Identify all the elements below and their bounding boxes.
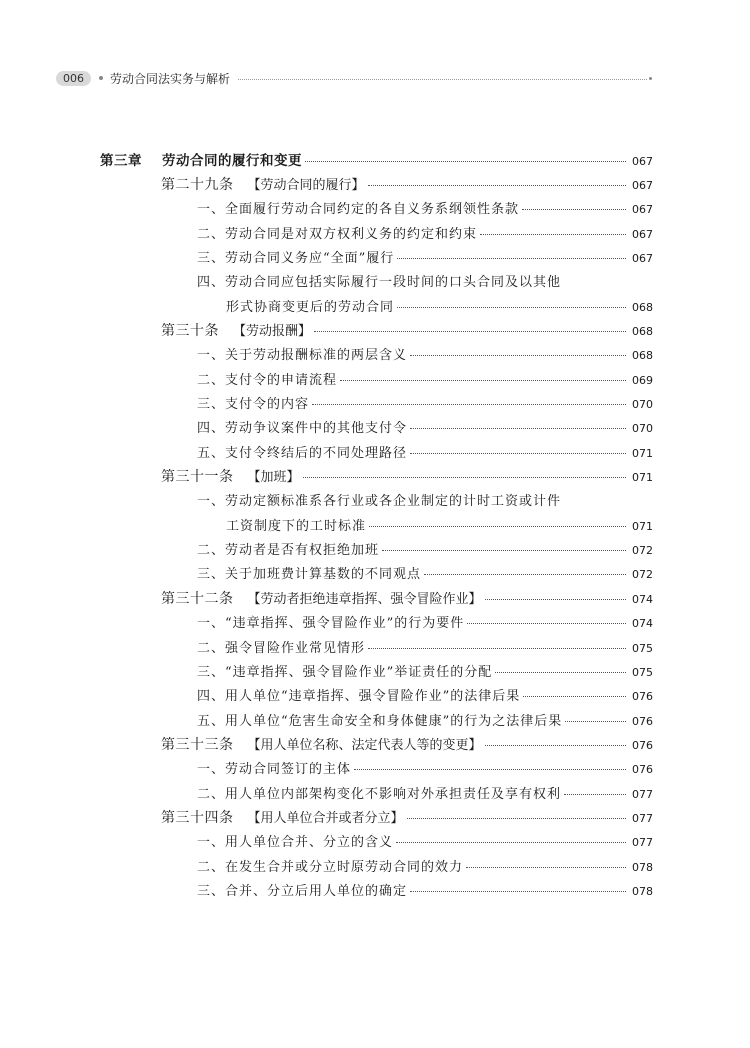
toc-section[interactable] bbox=[197, 417, 652, 436]
dot-leader bbox=[480, 234, 626, 235]
article-number: 第三十二条 bbox=[161, 590, 234, 607]
page-ref: 068 bbox=[632, 349, 653, 363]
article-heading bbox=[161, 588, 482, 608]
toc-section[interactable] bbox=[226, 296, 652, 315]
article-number: 第三十一条 bbox=[161, 469, 234, 486]
dot-leader bbox=[410, 428, 626, 429]
article-heading bbox=[161, 807, 404, 827]
article-number: 第三十四条 bbox=[161, 809, 234, 826]
toc-article[interactable] bbox=[161, 466, 652, 486]
section-title: 一、用人单位合并、分立的含义 bbox=[197, 835, 394, 851]
dot-leader bbox=[340, 380, 626, 381]
dot-leader bbox=[523, 696, 626, 697]
section-title: 四、用人单位“违章指挥、强令冒险作业”的法律后果 bbox=[197, 689, 521, 705]
page-ref: 068 bbox=[632, 300, 653, 314]
section-title: 二、劳动合同是对双方权利义务的约定和约束 bbox=[197, 226, 478, 242]
dot-leader bbox=[382, 550, 626, 551]
dot-leader bbox=[410, 891, 626, 892]
section-title: 三、合并、分立后用人单位的确定 bbox=[197, 884, 408, 899]
toc-section[interactable] bbox=[197, 637, 652, 656]
page-ref: 076 bbox=[632, 714, 653, 728]
article-title: 【用人单位名称、法定代表人等的变更】 bbox=[247, 737, 482, 753]
toc-section[interactable] bbox=[226, 515, 652, 534]
article-heading bbox=[161, 174, 365, 194]
toc-section[interactable] bbox=[197, 661, 652, 680]
page-ref: 077 bbox=[632, 836, 653, 850]
dot-leader bbox=[522, 209, 626, 210]
dot-leader bbox=[495, 672, 626, 673]
article-title: 【劳动合同的履行】 bbox=[247, 177, 365, 193]
dot-leader bbox=[407, 818, 626, 819]
chapter-title: 劳动合同的履行和变更 bbox=[162, 153, 302, 169]
toc-section[interactable] bbox=[197, 247, 652, 266]
dot-leader bbox=[368, 185, 626, 186]
toc-section[interactable] bbox=[197, 223, 652, 242]
toc-section[interactable] bbox=[197, 563, 652, 582]
section-title: 二、劳动者是否有权拒绝加班 bbox=[197, 543, 380, 559]
dot-leader bbox=[467, 623, 626, 624]
page-ref: 071 bbox=[632, 471, 653, 485]
dot-leader bbox=[314, 331, 626, 332]
toc-section-line: 四、劳动合同应包括实际履行一段时间的口头合同及以其他 bbox=[197, 275, 562, 291]
page-ref: 078 bbox=[632, 885, 653, 898]
page-ref: 067 bbox=[632, 227, 653, 241]
page-ref: 071 bbox=[632, 446, 653, 460]
article-number: 第二十九条 bbox=[161, 176, 234, 193]
section-title: 一、关于劳动报酬标准的两层含义 bbox=[197, 348, 408, 364]
toc-section[interactable] bbox=[197, 856, 652, 875]
toc-article[interactable] bbox=[161, 320, 652, 340]
toc-article[interactable] bbox=[161, 174, 652, 194]
article-number: 第三十条 bbox=[161, 322, 219, 339]
toc-chapter[interactable] bbox=[100, 149, 652, 169]
section-title: 二、用人单位内部架构变化不影响对外承担责任及享有权利 bbox=[197, 786, 562, 802]
section-title: 工资制度下的工时标准 bbox=[226, 518, 367, 534]
dot-leader bbox=[565, 721, 626, 722]
article-heading bbox=[161, 320, 311, 340]
section-title: 三、支付令的内容 bbox=[197, 397, 310, 412]
section-title: 二、支付令的申请流程 bbox=[197, 372, 338, 388]
page-ref: 068 bbox=[632, 324, 653, 338]
page-ref: 076 bbox=[632, 690, 653, 704]
section-title: 一、“违章指挥、强令冒险作业”的行为要件 bbox=[197, 616, 465, 632]
dot-leader bbox=[397, 258, 626, 259]
toc-section[interactable] bbox=[197, 539, 652, 558]
dot-leader bbox=[303, 477, 626, 478]
dot-leader bbox=[485, 745, 626, 746]
page-ref: 077 bbox=[632, 787, 653, 801]
dot-leader bbox=[466, 867, 626, 868]
page-ref: 072 bbox=[632, 568, 653, 582]
page-ref: 075 bbox=[632, 665, 653, 679]
page-ref: 071 bbox=[632, 519, 653, 533]
toc-section[interactable] bbox=[197, 393, 652, 412]
toc-section[interactable] bbox=[197, 369, 652, 388]
page-ref: 074 bbox=[632, 592, 653, 606]
toc-section[interactable] bbox=[197, 344, 652, 363]
page-ref: 067 bbox=[632, 203, 653, 217]
section-title: 四、劳动争议案件中的其他支付令 bbox=[197, 421, 408, 437]
toc-section[interactable] bbox=[197, 758, 652, 777]
page-ref: 076 bbox=[632, 763, 653, 777]
page-ref: 075 bbox=[632, 641, 653, 655]
dot-leader bbox=[305, 161, 626, 162]
book-title: 劳动合同法实务与解析 bbox=[110, 71, 231, 86]
article-title: 【加班】 bbox=[247, 470, 300, 486]
section-title: 二、强令冒险作业常见情形 bbox=[197, 640, 366, 656]
page-ref: 067 bbox=[632, 251, 653, 265]
dot-leader bbox=[564, 794, 626, 795]
article-number: 第三十三条 bbox=[161, 736, 234, 753]
dot-leader bbox=[354, 769, 626, 770]
article-title: 【用人单位合并或者分立】 bbox=[247, 810, 404, 826]
dot-leader bbox=[369, 526, 626, 527]
dot-leader bbox=[396, 842, 626, 843]
section-title: 一、劳动合同签订的主体 bbox=[197, 762, 352, 778]
page-ref: 070 bbox=[632, 422, 653, 436]
page-ref: 072 bbox=[632, 544, 653, 558]
dot-leader bbox=[368, 648, 626, 649]
section-title: 一、全面履行劳动合同约定的各自义务系纲领性条款 bbox=[197, 202, 520, 218]
article-heading bbox=[161, 734, 482, 754]
page-ref: 069 bbox=[632, 373, 653, 387]
page-ref: 074 bbox=[632, 617, 653, 631]
page-ref: 076 bbox=[632, 738, 653, 752]
section-title: 形式协商变更后的劳动合同 bbox=[226, 299, 395, 315]
toc-article[interactable] bbox=[161, 734, 652, 754]
section-title: 三、劳动合同义务应“全面”履行 bbox=[197, 250, 395, 266]
page-ref: 067 bbox=[632, 155, 653, 168]
toc-section[interactable] bbox=[197, 710, 652, 729]
page-ref: 078 bbox=[632, 860, 653, 874]
page-ref: 067 bbox=[632, 178, 653, 192]
dot-leader bbox=[397, 307, 626, 308]
dot-leader bbox=[410, 355, 626, 356]
section-title: 五、用人单位“危害生命安全和身体健康”的行为之法律后果 bbox=[197, 713, 563, 729]
section-title: 三、“违章指挥、强令冒险作业”举证责任的分配 bbox=[197, 664, 493, 680]
toc-section-line: 一、劳动定额标准系各行业或各企业制定的计时工资或计件 bbox=[197, 494, 562, 510]
toc-section[interactable] bbox=[197, 442, 652, 461]
toc-section[interactable] bbox=[197, 198, 652, 217]
toc-section[interactable] bbox=[197, 783, 652, 802]
toc-section[interactable] bbox=[197, 880, 652, 899]
toc-article[interactable] bbox=[161, 807, 652, 827]
dot-leader bbox=[424, 574, 626, 575]
article-title: 【劳动报酬】 bbox=[233, 323, 312, 339]
toc-section[interactable] bbox=[197, 685, 652, 704]
article-heading bbox=[161, 466, 300, 486]
dot-leader bbox=[312, 404, 626, 405]
section-title: 二、在发生合并或分立时原劳动合同的效力 bbox=[197, 859, 464, 875]
chapter-heading bbox=[100, 149, 302, 169]
dot-leader bbox=[410, 453, 626, 454]
chapter-number: 第三章 bbox=[100, 153, 142, 169]
article-title: 【劳动者拒绝违章指挥、强令冒险作业】 bbox=[247, 591, 482, 607]
page-number-badge: 006 bbox=[56, 71, 91, 86]
section-title: 三、关于加班费计算基数的不同观点 bbox=[197, 567, 422, 583]
section-title: 五、支付令终结后的不同处理路径 bbox=[197, 445, 408, 461]
toc-section[interactable] bbox=[197, 831, 652, 850]
toc-article[interactable] bbox=[161, 588, 652, 608]
page-ref: 070 bbox=[632, 398, 653, 411]
page-ref: 077 bbox=[632, 811, 653, 825]
dot-leader bbox=[485, 599, 626, 600]
toc-section[interactable] bbox=[197, 612, 652, 631]
